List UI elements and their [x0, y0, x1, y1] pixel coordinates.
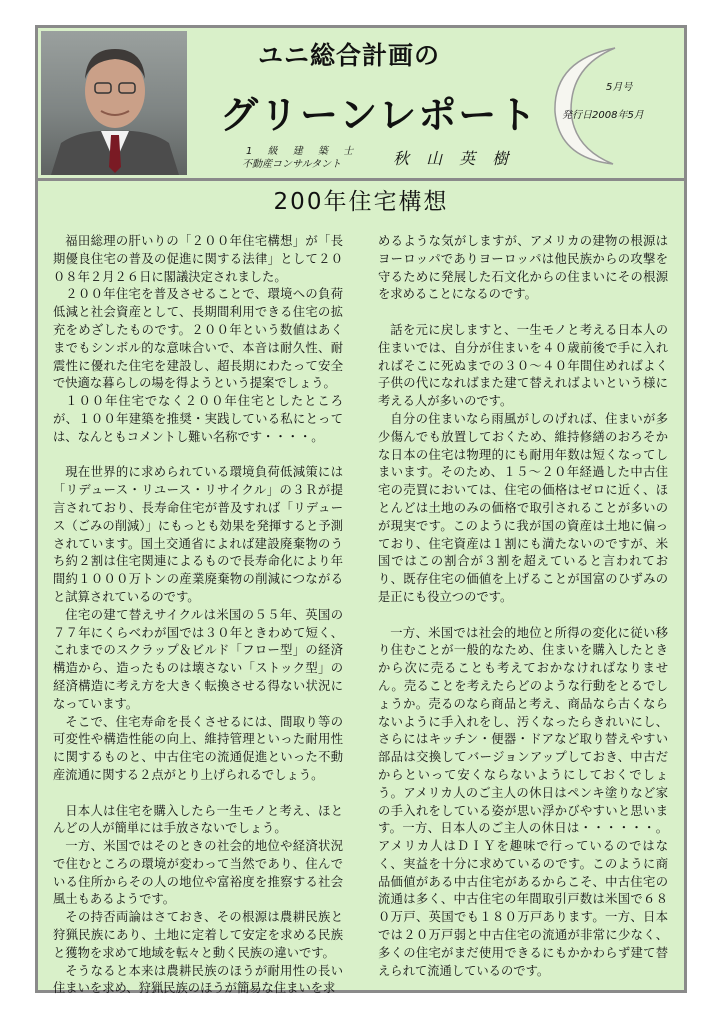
- paragraph: 一方、米国では社会的地位と所得の変化に従い移り住むことが一般的なため、住まいを購入したときから次に売ることも考えておかなければなりません。売ることを考えたらどのような行動をとるでしょうか。売るのなら商品と考え、商品なら古くならないように手入れをし、汚くなったらきれいにし、さらにはキッチン・便器・ドアなど取り替えやすい部品は交換してバージョンアップしておき、中古だからといって安くならないようにしておくでしょう。アメリカ人のご主人の休日はペンキ塗りなど家の手入れをしている姿が思い浮かびやすいと思います。一方、日本人のご主人の休日は・・・・・・。アメリカ人はＤＩＹを趣味で行っているのではなく、実益を十分に求めているのです。このように商品価値がある中古住宅があるからこそ、中古住宅の流通は多く、中古住宅の年間取引戸数は米国で６８０万戸、英国でも１８０万戸あります。一方、日本では２０万戸弱と中古住宅の流通が非常に少なく、多くの住宅がまだ使用できるにもかかわらず建て替えられて流通しているのです。: [378, 625, 668, 978]
- author-name: 秋 山 英 樹: [393, 149, 515, 168]
- report-title-line1: ユニ総合計画の: [258, 41, 441, 70]
- paragraph: 福田総理の肝いりの「２００年住宅構想」が「長期優良住宅の普及の促進に関する法律」として２００８年２月２６日に閣議決定されました。: [53, 234, 343, 284]
- paragraph: 一方、米国ではそのときの社会的地位や経済状況で住むところの環境が変わって当然であり、住んでいる住所からその人の地位や富裕度を推察する社会風土もあるようです。: [53, 839, 343, 907]
- author-photo: [41, 31, 187, 175]
- paragraph: そうなると本来は農耕民族のほうが耐用性の長い住まいを求め、狩猟民族のほうが簡易な住まいを求: [53, 963, 343, 996]
- issue-label: 5月号: [606, 82, 633, 93]
- crescent-moon-icon: [535, 40, 655, 170]
- report-header: [38, 28, 684, 181]
- article-column-left: [53, 233, 343, 998]
- paragraph: めるような気がしますが、アメリカの建物の根源はヨーロッパでありヨーロッパは他民族からの攻撃を守るために発展した石文化からの住まいにその根源を求めることになるのです。: [378, 234, 668, 302]
- paragraph: 現在世界的に求められている環境負荷低減策には「リデュース・リユース・リサイクル」の３Ｒが提言されており、長寿命住宅が普及すれば「リデュース（ごみの削減）」にもっとも効果を発揮すると予測されています。国土交通省によれば建設廃棄物のうち約２割は住宅関連によるもので長寿命化により年間約１０００万トンの産業廃棄物の削減につながると試算されているのです。: [53, 465, 343, 604]
- paragraph: そこで、住宅寿命を長くさせるには、間取り等の可変性や構造性能の向上、維持管理といった耐用性に関するものと、中古住宅の流通促進といった不動産流通に関する２点がとり上げられるでしょう。: [53, 714, 343, 782]
- paragraph: その持否両論はさておき、その根源は農耕民族と狩猟民族にあり、土地に定着して安定を求める民族と獲物を求めて地域を転々と動く民族の違いです。: [53, 910, 343, 960]
- paragraph: 住宅の建て替えサイクルは米国の５５年、英国の７７年にくらべわが国では３０年ときわめて短く、これまでのスクラップ＆ビルド「フロー型」の経済構造から、造ったものは壊さない「ストック型」の経済構造に考え方を大きく転換させる得ない状況になっています。: [53, 607, 343, 711]
- article-title: 200年住宅構想: [273, 189, 449, 215]
- author-role-consultant: 不動産コンサルタント: [242, 159, 342, 170]
- paragraph: 話を元に戻しますと、一生モノと考える日本人の住まいでは、自分が住まいを４０歳前後で手に入れればそこに死ぬまでの３０～４０年間住めればよく子供の代になればまた建て替えればよいという様に考える人が多いのです。: [378, 322, 668, 409]
- paragraph: ２００年住宅を普及させることで、環境への負荷低減と社会資産として、長期間利用できる住宅の拡充をめざしたものです。２００年という数値はあくまでもシンボル的な意味合いで、本音は耐久性、耐震性に優れた住宅を建設し、超長期にわたって安全で快適な暮らしの場を得ようという提案でしょう。: [53, 287, 343, 391]
- author-role-architect: 1 級 建 築 士: [246, 146, 360, 157]
- article-column-right: [378, 233, 668, 980]
- paragraph: 日本人は住宅を購入したら一生モノと考え、ほとんどの人が簡単には手放さないでしょう。: [53, 803, 343, 836]
- issue-date: 発行日2008年5月: [562, 110, 644, 121]
- paragraph: 自分の住まいなら雨風がしのげれば、住まいが多少傷んでも放置しておくため、維持修繕のおろそかな日本の住宅は物理的にも耐用年数は短くなってしまいます。そのため、１５～２０年経過した中古住宅の売買においては、住宅の価格はゼロに近く、ほとんどは土地のみの価格で取引されることが多いのが現実です。このように我が国の資産は土地に偏っており、住宅資産は１割にも満たないのですが、米国ではこの割合が３割を超えていると言われており、既存住宅の価値を上げることが国富のひずみの是正にも役立つのです。: [378, 411, 668, 604]
- paragraph: １００年住宅でなく２００年住宅としたところが、１００年建築を推奨・実践している私にとっては、なんともコメントし難い名称です・・・・。: [53, 394, 343, 444]
- report-frame: [35, 25, 687, 996]
- report-title-line2: グリーンレポート: [220, 93, 539, 137]
